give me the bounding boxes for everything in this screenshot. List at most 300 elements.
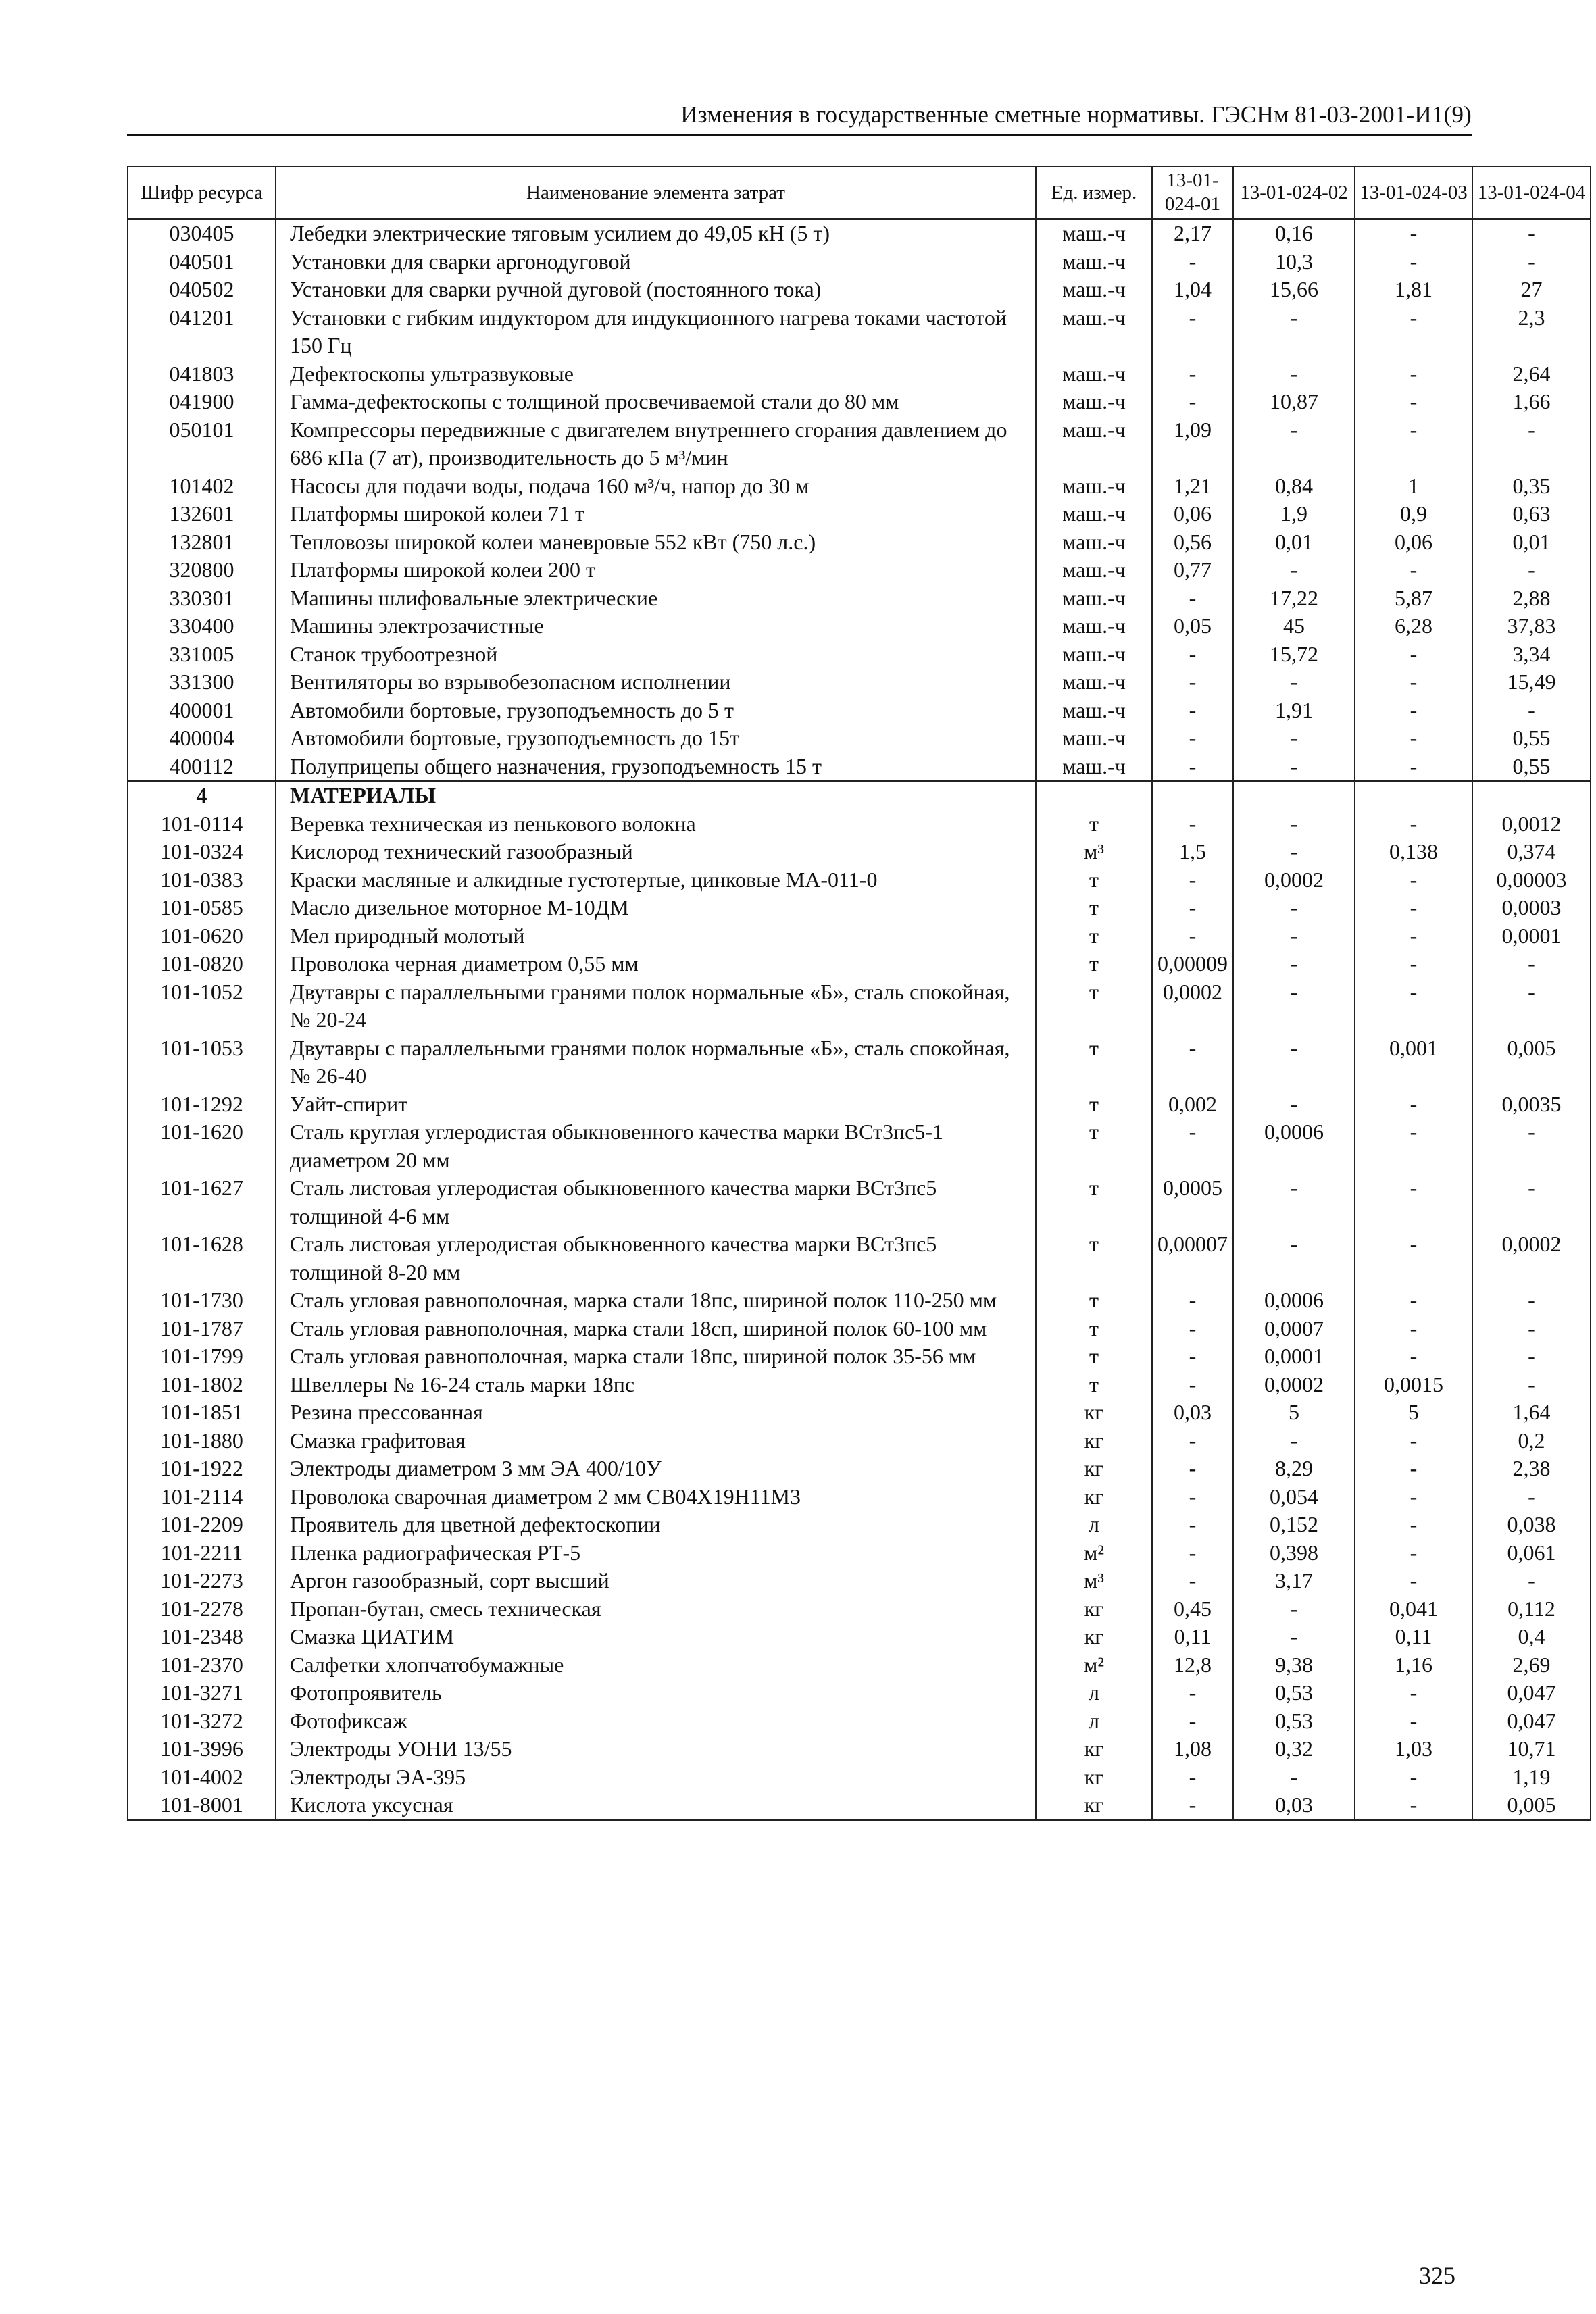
value-13-01-024-01: 1,21	[1152, 472, 1233, 501]
unit-cell: маш.-ч	[1036, 556, 1152, 584]
resource-name: Двутавры с параллельными гранями полок нормальные «Б», сталь спокойная, № 26-40	[276, 1034, 1036, 1090]
page-number: 325	[1419, 2262, 1455, 2289]
value-13-01-024-03: -	[1355, 697, 1472, 725]
value-13-01-024-01: -	[1152, 1315, 1233, 1343]
value-13-01-024-03: -	[1355, 724, 1472, 753]
resource-name: Автомобили бортовые, грузоподъемность до 5 т	[276, 697, 1036, 725]
table-row	[128, 556, 1591, 584]
resource-code: 101-1628	[128, 1230, 276, 1286]
table-row	[128, 1623, 1591, 1651]
value-13-01-024-02: 9,38	[1233, 1651, 1355, 1680]
value-13-01-024-01: 0,002	[1152, 1090, 1233, 1119]
value-13-01-024-04: 2,38	[1472, 1455, 1591, 1483]
value-13-01-024-04: 0,0003	[1472, 894, 1591, 922]
unit-cell: т	[1036, 950, 1152, 978]
resource-name: Вентиляторы во взрывобезопасном исполнении	[276, 668, 1036, 697]
value-13-01-024-02: -	[1233, 1230, 1355, 1286]
resource-code: 101-1053	[128, 1034, 276, 1090]
value-13-01-024-04: 1,19	[1472, 1763, 1591, 1792]
unit-cell: кг	[1036, 1623, 1152, 1651]
table-row	[128, 1539, 1591, 1567]
resource-code: 132601	[128, 500, 276, 528]
resource-name: Смазка ЦИАТИМ	[276, 1623, 1036, 1651]
unit-cell: м²	[1036, 1539, 1152, 1567]
value-13-01-024-01: 0,03	[1152, 1399, 1233, 1427]
value-13-01-024-01: 0,45	[1152, 1595, 1233, 1624]
resource-code: 101-0585	[128, 894, 276, 922]
value-13-01-024-02: -	[1233, 894, 1355, 922]
resource-code: 101-0383	[128, 866, 276, 895]
value-13-01-024-03: -	[1355, 416, 1472, 472]
unit-cell: л	[1036, 1511, 1152, 1539]
value-13-01-024-04: 0,047	[1472, 1679, 1591, 1707]
value-13-01-024-03: -	[1355, 1763, 1472, 1792]
value-13-01-024-02: 0,16	[1233, 219, 1355, 248]
table-row	[128, 1511, 1591, 1539]
resource-name: Сталь угловая равнополочная, марка стали 18пс, шириной полок 110-250 мм	[276, 1286, 1036, 1315]
resource-name: Полуприцепы общего назначения, грузоподъемность 15 т	[276, 753, 1036, 782]
unit-cell: кг	[1036, 1427, 1152, 1455]
value-13-01-024-01: -	[1152, 1118, 1233, 1174]
resource-name: Сталь круглая углеродистая обыкновенного качества марки ВСт3пс5-1 диаметром 20 мм	[276, 1118, 1036, 1174]
value-13-01-024-03: -	[1355, 304, 1472, 360]
unit-cell: т	[1036, 1034, 1152, 1090]
unit-cell: м³	[1036, 1567, 1152, 1595]
value-13-01-024-01: 1,08	[1152, 1735, 1233, 1763]
value-13-01-024-02: 1,9	[1233, 500, 1355, 528]
value-13-01-024-02: 10,3	[1233, 248, 1355, 276]
resource-name: Сталь листовая углеродистая обыкновенного качества марки ВСт3пс5 толщиной 8-20 мм	[276, 1230, 1036, 1286]
resource-name: Аргон газообразный, сорт высший	[276, 1567, 1036, 1595]
unit-cell: т	[1036, 1118, 1152, 1174]
table-row	[128, 894, 1591, 922]
value-13-01-024-01: 0,77	[1152, 556, 1233, 584]
value-13-01-024-01: -	[1152, 1763, 1233, 1792]
value-13-01-024-01: -	[1152, 668, 1233, 697]
unit-cell: маш.-ч	[1036, 612, 1152, 640]
resource-code: 101-2348	[128, 1623, 276, 1651]
resource-name: Масло дизельное моторное М-10ДМ	[276, 894, 1036, 922]
value-13-01-024-01: -	[1152, 640, 1233, 669]
value-13-01-024-01: -	[1152, 1567, 1233, 1595]
value-13-01-024-04: 0,4	[1472, 1623, 1591, 1651]
value-13-01-024-04: -	[1472, 1118, 1591, 1174]
resource-code: 400004	[128, 724, 276, 753]
table-row	[128, 528, 1591, 557]
unit-cell: т	[1036, 922, 1152, 951]
resource-code: 101-2114	[128, 1483, 276, 1511]
resource-name: Лебедки электрические тяговым усилием до 49,05 кН (5 т)	[276, 219, 1036, 248]
resource-code: 400001	[128, 697, 276, 725]
resource-name: Сталь угловая равнополочная, марка стали 18сп, шириной полок 60-100 мм	[276, 1315, 1036, 1343]
resource-code: 331300	[128, 668, 276, 697]
resource-code: 400112	[128, 753, 276, 782]
value-13-01-024-04: 0,0012	[1472, 810, 1591, 838]
value-13-01-024-03: -	[1355, 810, 1472, 838]
resource-code: 041803	[128, 360, 276, 388]
value-13-01-024-01: 2,17	[1152, 219, 1233, 248]
table-row	[128, 1707, 1591, 1736]
resource-name: Кислород технический газообразный	[276, 838, 1036, 866]
resource-name: Проявитель для цветной дефектоскопии	[276, 1511, 1036, 1539]
machines-section	[128, 219, 1591, 781]
unit-cell: маш.-ч	[1036, 500, 1152, 528]
unit-cell: т	[1036, 1371, 1152, 1399]
resource-name: Электроды диаметром 3 мм ЭА 400/10У	[276, 1455, 1036, 1483]
resource-code: 040501	[128, 248, 276, 276]
value-13-01-024-04: 0,0035	[1472, 1090, 1591, 1119]
value-13-01-024-01: -	[1152, 1455, 1233, 1483]
value-13-01-024-03: -	[1355, 1539, 1472, 1567]
value-13-01-024-04: -	[1472, 978, 1591, 1034]
resource-name: Фотофиксаж	[276, 1707, 1036, 1736]
resource-name: Пропан-бутан, смесь техническая	[276, 1595, 1036, 1624]
table-row	[128, 1342, 1591, 1371]
value-13-01-024-02: -	[1233, 416, 1355, 472]
value-13-01-024-03: -	[1355, 950, 1472, 978]
resource-name: Станок трубоотрезной	[276, 640, 1036, 669]
resource-name: Платформы широкой колеи 200 т	[276, 556, 1036, 584]
value-13-01-024-04: -	[1472, 556, 1591, 584]
value-13-01-024-02: -	[1233, 810, 1355, 838]
value-13-01-024-03: -	[1355, 1315, 1472, 1343]
value-13-01-024-01: -	[1152, 584, 1233, 613]
value-13-01-024-03: 1,03	[1355, 1735, 1472, 1763]
resource-code: 101-0820	[128, 950, 276, 978]
value-13-01-024-04: 0,00003	[1472, 866, 1591, 895]
value-13-01-024-04: -	[1472, 1315, 1591, 1343]
value-13-01-024-02: 0,53	[1233, 1707, 1355, 1736]
value-13-01-024-02: 0,152	[1233, 1511, 1355, 1539]
value-13-01-024-01: -	[1152, 248, 1233, 276]
value-13-01-024-02: -	[1233, 1427, 1355, 1455]
resource-code: 101-2370	[128, 1651, 276, 1680]
resource-code: 101-0620	[128, 922, 276, 951]
value-13-01-024-01: 0,05	[1152, 612, 1233, 640]
value-13-01-024-04: 0,374	[1472, 838, 1591, 866]
resource-name: Гамма-дефектоскопы с толщиной просвечиваемой стали до 80 мм	[276, 388, 1036, 416]
unit-cell: т	[1036, 1174, 1152, 1230]
value-13-01-024-02: 0,398	[1233, 1539, 1355, 1567]
value-13-01-024-04: 1,66	[1472, 388, 1591, 416]
table-row	[128, 612, 1591, 640]
unit-cell: кг	[1036, 1791, 1152, 1820]
resource-code: 101-1627	[128, 1174, 276, 1230]
value-13-01-024-03: 5	[1355, 1399, 1472, 1427]
resource-code: 101-1922	[128, 1455, 276, 1483]
resource-name: Компрессоры передвижные с двигателем внутреннего сгорания давлением до 686 кПа (7 ат), производительность до 5 м³/мин	[276, 416, 1036, 472]
table-row	[128, 724, 1591, 753]
table-row	[128, 1483, 1591, 1511]
value-13-01-024-01: -	[1152, 1286, 1233, 1315]
resource-name: Тепловозы широкой колеи маневровые 552 кВт (750 л.с.)	[276, 528, 1036, 557]
value-13-01-024-02: 0,0006	[1233, 1286, 1355, 1315]
value-13-01-024-01: 0,00009	[1152, 950, 1233, 978]
value-13-01-024-02: -	[1233, 668, 1355, 697]
value-13-01-024-03: -	[1355, 1707, 1472, 1736]
value-13-01-024-04: -	[1472, 1567, 1591, 1595]
resource-code: 331005	[128, 640, 276, 669]
unit-cell: маш.-ч	[1036, 219, 1152, 248]
table-row	[128, 950, 1591, 978]
value-13-01-024-01: -	[1152, 697, 1233, 725]
value-13-01-024-04: -	[1472, 1174, 1591, 1230]
unit-cell: т	[1036, 810, 1152, 838]
value-13-01-024-02: 0,0007	[1233, 1315, 1355, 1343]
value-13-01-024-04: 15,49	[1472, 668, 1591, 697]
value-13-01-024-03: -	[1355, 1511, 1472, 1539]
unit-cell: кг	[1036, 1483, 1152, 1511]
value-13-01-024-01: -	[1152, 1034, 1233, 1090]
table-row	[128, 810, 1591, 838]
resource-name: Проволока сварочная диаметром 2 мм СВ04Х19Н11М3	[276, 1483, 1036, 1511]
resource-code: 101-1052	[128, 978, 276, 1034]
value-13-01-024-03: -	[1355, 219, 1472, 248]
value-13-01-024-01: 0,11	[1152, 1623, 1233, 1651]
table-row	[128, 276, 1591, 304]
value-13-01-024-01: -	[1152, 360, 1233, 388]
value-13-01-024-01: -	[1152, 922, 1233, 951]
resource-name: Сталь угловая равнополочная, марка стали 18пс, шириной полок 35-56 мм	[276, 1342, 1036, 1371]
table-row	[128, 1763, 1591, 1792]
value-13-01-024-01: 1,09	[1152, 416, 1233, 472]
value-13-01-024-03: -	[1355, 894, 1472, 922]
resource-name: Веревка техническая из пенькового волокна	[276, 810, 1036, 838]
value-13-01-024-02: -	[1233, 950, 1355, 978]
value-13-01-024-03: 0,001	[1355, 1034, 1472, 1090]
value-13-01-024-03: -	[1355, 1118, 1472, 1174]
value-13-01-024-02: -	[1233, 753, 1355, 782]
value-13-01-024-01: 1,04	[1152, 276, 1233, 304]
table-row	[128, 388, 1591, 416]
resource-code: 330400	[128, 612, 276, 640]
value-13-01-024-01: -	[1152, 1791, 1233, 1820]
table-row	[128, 1567, 1591, 1595]
resource-name: Электроды ЭА-395	[276, 1763, 1036, 1792]
resource-code: 101-2273	[128, 1567, 276, 1595]
unit-cell: кг	[1036, 1735, 1152, 1763]
value-13-01-024-02: 0,32	[1233, 1735, 1355, 1763]
resource-code: 101-2209	[128, 1511, 276, 1539]
value-13-01-024-02: 0,84	[1233, 472, 1355, 501]
value-13-01-024-01: -	[1152, 1483, 1233, 1511]
value-13-01-024-02: -	[1233, 1595, 1355, 1624]
value-13-01-024-02: 0,0002	[1233, 1371, 1355, 1399]
column-header-13-01-024-02: 13-01-024-02	[1233, 166, 1355, 219]
unit-cell: маш.-ч	[1036, 528, 1152, 557]
value-13-01-024-01: -	[1152, 1679, 1233, 1707]
table-row	[128, 1174, 1591, 1230]
unit-cell: т	[1036, 894, 1152, 922]
resource-code: 101-1730	[128, 1286, 276, 1315]
table-row	[128, 1595, 1591, 1624]
table-row	[128, 1118, 1591, 1174]
document-header-title: Изменения в государственные сметные нормативы. ГЭСНм 81-03-2001-И1(9)	[680, 101, 1472, 128]
value-13-01-024-04: 0,55	[1472, 724, 1591, 753]
value-13-01-024-02: 0,0002	[1233, 866, 1355, 895]
unit-cell: кг	[1036, 1399, 1152, 1427]
value-13-01-024-04: 0,01	[1472, 528, 1591, 557]
table-row	[128, 640, 1591, 669]
resource-code: 101-1787	[128, 1315, 276, 1343]
table-row	[128, 248, 1591, 276]
unit-cell: маш.-ч	[1036, 724, 1152, 753]
resource-name: Фотопроявитель	[276, 1679, 1036, 1707]
resource-code: 101-4002	[128, 1763, 276, 1792]
column-header-code: Шифр ресурса	[128, 166, 276, 219]
resource-cost-table	[127, 166, 1591, 1821]
table-row	[128, 584, 1591, 613]
value-13-01-024-03: -	[1355, 1455, 1472, 1483]
value-13-01-024-04: -	[1472, 1371, 1591, 1399]
value-13-01-024-02: 0,0006	[1233, 1118, 1355, 1174]
value-13-01-024-04: -	[1472, 950, 1591, 978]
unit-cell: т	[1036, 1315, 1152, 1343]
unit-cell: маш.-ч	[1036, 753, 1152, 782]
value-13-01-024-04: 27	[1472, 276, 1591, 304]
value-13-01-024-03: -	[1355, 360, 1472, 388]
resource-code: 101-1880	[128, 1427, 276, 1455]
value-13-01-024-04: -	[1472, 1483, 1591, 1511]
table-row	[128, 866, 1591, 895]
table-row	[128, 304, 1591, 360]
value-13-01-024-04: 0,35	[1472, 472, 1591, 501]
resource-code: 041201	[128, 304, 276, 360]
value-13-01-024-01: -	[1152, 753, 1233, 782]
column-header-name: Наименование элемента затрат	[276, 166, 1036, 219]
resource-code: 101-8001	[128, 1791, 276, 1820]
table-row	[128, 1791, 1591, 1820]
table-row	[128, 668, 1591, 697]
value-13-01-024-02: -	[1233, 304, 1355, 360]
value-13-01-024-03: -	[1355, 1679, 1472, 1707]
resource-name: Машины шлифовальные электрические	[276, 584, 1036, 613]
value-13-01-024-02: 0,03	[1233, 1791, 1355, 1820]
unit-cell: маш.-ч	[1036, 584, 1152, 613]
value-13-01-024-03: 0,041	[1355, 1595, 1472, 1624]
value-13-01-024-03: -	[1355, 978, 1472, 1034]
resource-name: Установки для сварки ручной дуговой (постоянного тока)	[276, 276, 1036, 304]
materials-section	[128, 781, 1591, 1820]
section-title: МАТЕРИАЛЫ	[276, 781, 1036, 810]
value-13-01-024-03: 0,06	[1355, 528, 1472, 557]
value-13-01-024-02: -	[1233, 360, 1355, 388]
value-13-01-024-03: -	[1355, 1427, 1472, 1455]
value-13-01-024-03: -	[1355, 922, 1472, 951]
table-row	[128, 922, 1591, 951]
resource-code: 101-3996	[128, 1735, 276, 1763]
value-13-01-024-04: 2,3	[1472, 304, 1591, 360]
resource-code: 132801	[128, 528, 276, 557]
unit-cell: кг	[1036, 1455, 1152, 1483]
table-row	[128, 472, 1591, 501]
unit-cell: кг	[1036, 1595, 1152, 1624]
section-number: 4	[128, 781, 276, 810]
resource-name: Сталь листовая углеродистая обыкновенного качества марки ВСт3пс5 толщиной 4-6 мм	[276, 1174, 1036, 1230]
unit-cell: л	[1036, 1679, 1152, 1707]
table-row	[128, 838, 1591, 866]
unit-cell: маш.-ч	[1036, 416, 1152, 472]
value-13-01-024-02: 17,22	[1233, 584, 1355, 613]
resource-name: Кислота уксусная	[276, 1791, 1036, 1820]
table-row	[128, 360, 1591, 388]
resource-name: Насосы для подачи воды, подача 160 м³/ч, напор до 30 м	[276, 472, 1036, 501]
value-13-01-024-03: -	[1355, 1090, 1472, 1119]
table-row	[128, 1455, 1591, 1483]
table-row	[128, 1651, 1591, 1680]
table-row	[128, 1034, 1591, 1090]
column-header-13-01-024-01: 13-01-024-01	[1152, 166, 1233, 219]
resource-code: 101-3271	[128, 1679, 276, 1707]
table-header	[128, 166, 1591, 219]
resource-name: Установки для сварки аргонодуговой	[276, 248, 1036, 276]
value-13-01-024-04: 1,64	[1472, 1399, 1591, 1427]
value-13-01-024-01: -	[1152, 866, 1233, 895]
value-13-01-024-04: 0,005	[1472, 1034, 1591, 1090]
value-13-01-024-04: 37,83	[1472, 612, 1591, 640]
unit-cell: маш.-ч	[1036, 388, 1152, 416]
value-13-01-024-01: -	[1152, 724, 1233, 753]
resource-name: Электроды УОНИ 13/55	[276, 1735, 1036, 1763]
value-13-01-024-03: 5,87	[1355, 584, 1472, 613]
value-13-01-024-03: 1,81	[1355, 276, 1472, 304]
value-13-01-024-01: -	[1152, 1342, 1233, 1371]
resource-name: Установки с гибким индуктором для индукционного нагрева токами частотой 150 Гц	[276, 304, 1036, 360]
unit-cell: м³	[1036, 838, 1152, 866]
resource-name: Швеллеры № 16-24 сталь марки 18пс	[276, 1371, 1036, 1399]
value-13-01-024-01: 0,06	[1152, 500, 1233, 528]
value-13-01-024-03: -	[1355, 1230, 1472, 1286]
value-13-01-024-02: -	[1233, 978, 1355, 1034]
value-13-01-024-04: 0,55	[1472, 753, 1591, 782]
value-13-01-024-02: 10,87	[1233, 388, 1355, 416]
value-13-01-024-03: -	[1355, 640, 1472, 669]
value-13-01-024-03: -	[1355, 1483, 1472, 1511]
column-header-13-01-024-03: 13-01-024-03	[1355, 166, 1472, 219]
resource-code: 330301	[128, 584, 276, 613]
value-13-01-024-04: 2,69	[1472, 1651, 1591, 1680]
resource-code: 101-0114	[128, 810, 276, 838]
value-13-01-024-04: -	[1472, 416, 1591, 472]
table-row	[128, 1735, 1591, 1763]
value-13-01-024-02: 15,66	[1233, 276, 1355, 304]
value-13-01-024-02: -	[1233, 1174, 1355, 1230]
value-13-01-024-02: -	[1233, 724, 1355, 753]
value-13-01-024-01: -	[1152, 810, 1233, 838]
value-13-01-024-03: -	[1355, 1174, 1472, 1230]
value-13-01-024-03: 0,11	[1355, 1623, 1472, 1651]
unit-cell: т	[1036, 978, 1152, 1034]
value-13-01-024-04: 0,038	[1472, 1511, 1591, 1539]
table-row	[128, 1679, 1591, 1707]
value-13-01-024-02: 1,91	[1233, 697, 1355, 725]
value-13-01-024-01: -	[1152, 894, 1233, 922]
value-13-01-024-04: 0,0001	[1472, 922, 1591, 951]
unit-cell: т	[1036, 1342, 1152, 1371]
value-13-01-024-02: -	[1233, 1090, 1355, 1119]
table-row	[128, 753, 1591, 782]
table-row	[128, 978, 1591, 1034]
unit-cell: маш.-ч	[1036, 640, 1152, 669]
value-13-01-024-04: 0,005	[1472, 1791, 1591, 1820]
value-13-01-024-04: 0,63	[1472, 500, 1591, 528]
column-header-unit: Ед. измер.	[1036, 166, 1152, 219]
value-13-01-024-02: -	[1233, 922, 1355, 951]
resource-name: Машины электрозачистные	[276, 612, 1036, 640]
value-13-01-024-01: 1,5	[1152, 838, 1233, 866]
value-13-01-024-01: -	[1152, 304, 1233, 360]
value-13-01-024-03: 0,0015	[1355, 1371, 1472, 1399]
